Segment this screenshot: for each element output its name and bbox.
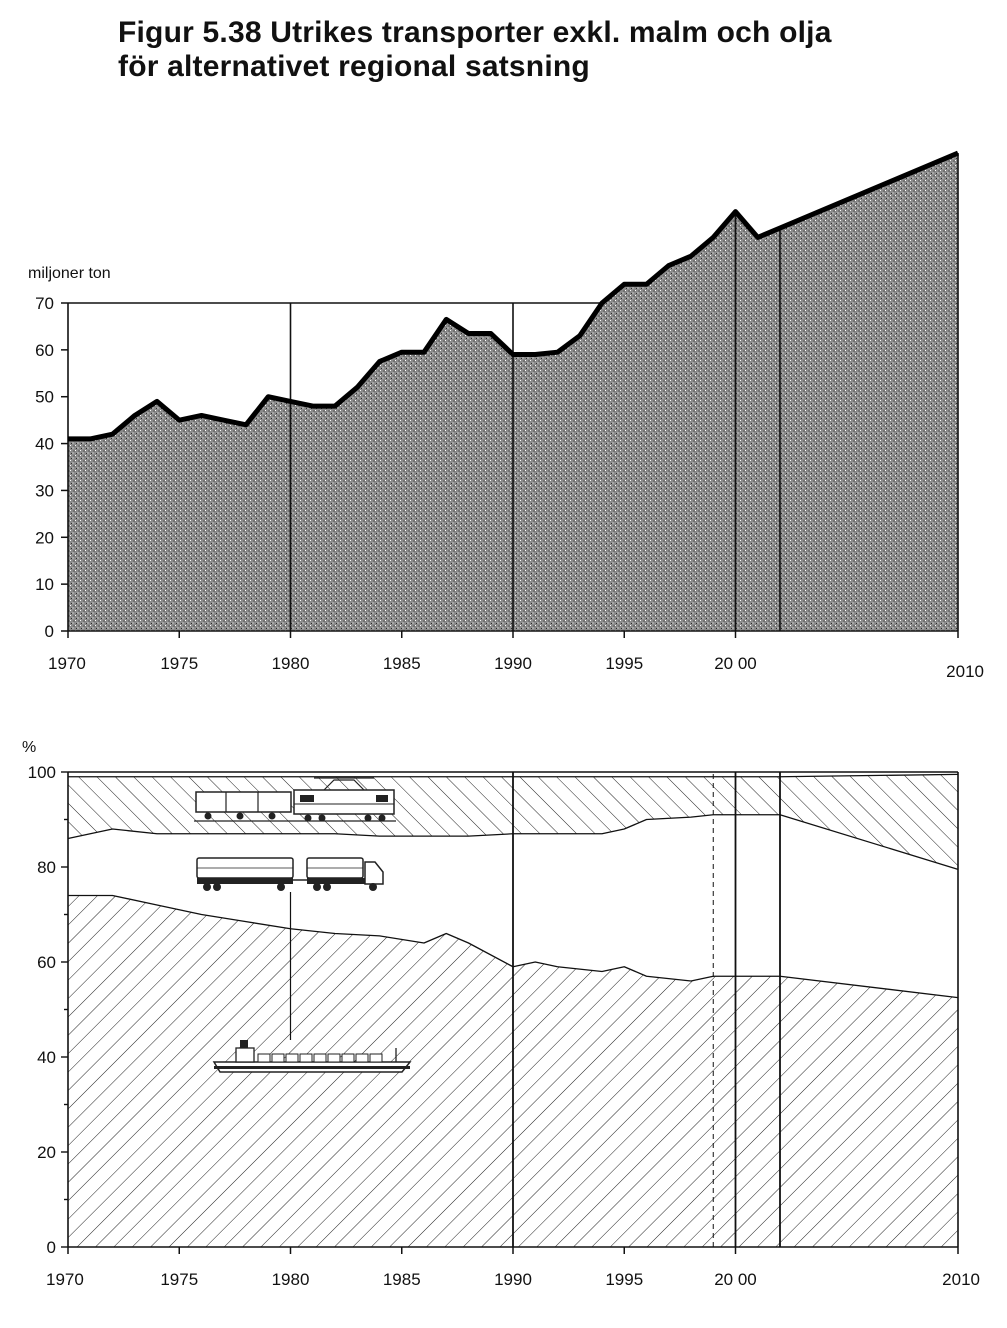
figure-title-line-1: Figur 5.38 Utrikes transporter exkl. malm och olja <box>118 16 832 49</box>
y-tick-label: 100 <box>27 763 56 782</box>
y-tick-label: 40 <box>37 1048 56 1067</box>
total-tonnage-chart <box>28 153 984 681</box>
x-tick-label: 1975 <box>160 1270 199 1289</box>
y-tick-labels <box>35 294 68 641</box>
x-tick-labels <box>46 1247 980 1289</box>
y-axis-label: % <box>22 739 37 756</box>
x-tick-label: 2010 <box>942 1270 980 1289</box>
x-tick-label: 1990 <box>494 1270 532 1289</box>
x-tick-label: 1970 <box>46 1270 84 1289</box>
x-tick-label: 1975 <box>160 654 199 673</box>
x-tick-label: 20 00 <box>714 1270 757 1289</box>
y-tick-label: 30 <box>35 481 54 501</box>
figure-title-line-2: för alternativet regional satsning <box>118 50 590 83</box>
y-tick-labels <box>28 763 68 1257</box>
y-tick-label: 40 <box>35 434 54 454</box>
x-tick-label: 1980 <box>271 1270 310 1289</box>
y-axis-label: miljoner ton <box>28 265 111 282</box>
y-tick-label: 60 <box>35 340 54 360</box>
y-tick-label: 0 <box>46 1238 56 1257</box>
y-tick-label: 80 <box>37 858 56 877</box>
x-tick-label: 1985 <box>382 1270 421 1289</box>
mode-share-chart <box>22 739 980 1289</box>
y-tick-label: 50 <box>35 387 54 407</box>
y-tick-label: 60 <box>37 953 56 972</box>
x-tick-label: 1990 <box>494 654 532 673</box>
x-tick-label: 2010 <box>946 662 984 681</box>
y-tick-label: 10 <box>35 575 54 595</box>
x-tick-label: 20 00 <box>714 654 757 673</box>
y-tick-label: 0 <box>44 622 54 641</box>
y-tick-label: 70 <box>35 294 54 313</box>
y-tick-label: 20 <box>37 1143 56 1162</box>
x-tick-labels <box>48 631 984 681</box>
x-tick-label: 1985 <box>382 654 421 673</box>
x-tick-label: 1970 <box>48 654 86 673</box>
x-tick-label: 1995 <box>605 654 644 673</box>
x-tick-label: 1995 <box>605 1270 644 1289</box>
y-tick-label: 20 <box>35 528 54 548</box>
x-tick-label: 1980 <box>271 654 310 673</box>
